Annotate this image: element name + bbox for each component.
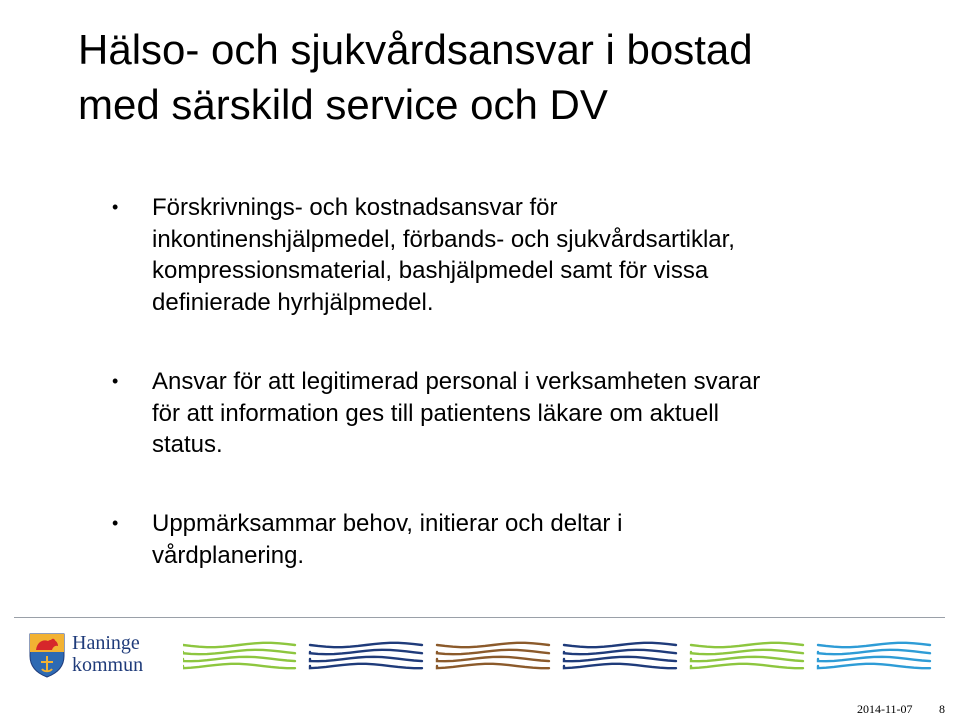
wave-stripe (183, 657, 295, 661)
wave-stripe (818, 643, 930, 647)
wave-stripe (310, 657, 422, 661)
wave-stripe (437, 643, 549, 647)
bullet-line: för att information ges till patientens läkare om aktuell (152, 399, 719, 427)
page-number: 8 (939, 702, 945, 716)
wave-stripe (183, 664, 295, 668)
bullet-marker: • (112, 371, 119, 391)
wave-stripe (437, 657, 549, 661)
wave-stripe (691, 643, 803, 647)
bullet-marker: • (112, 197, 119, 217)
bullet-line: Uppmärksammar behov, initierar och deltar i (152, 510, 623, 537)
bullet-line: Förskrivnings- och kostnadsansvar för (152, 194, 558, 221)
wave-stripe (437, 650, 549, 654)
wave-stripe (818, 650, 930, 654)
bullet-line: status. (152, 431, 223, 458)
wave-stripe (310, 650, 422, 654)
wave-stripe (818, 657, 930, 661)
logo-text (72, 632, 143, 676)
haninge-logo (28, 632, 178, 682)
bullet-line: kompressionsmaterial, bashjälpmedel samt för vissa (152, 257, 709, 284)
wave-stripe (564, 657, 676, 661)
wave-stripe (437, 664, 549, 668)
wave-stripe (691, 657, 803, 661)
wave-stripe (183, 650, 295, 654)
wave-stripe (691, 664, 803, 668)
wave-stripe (183, 643, 295, 647)
wave-stripe (564, 664, 676, 668)
bullet-text (152, 192, 735, 318)
bullet-line: vårdplanering. (152, 541, 305, 569)
slide-date: 2014-11-07 (857, 702, 913, 716)
bullet-line: Ansvar för att legitimerad personal i verksamheten svarar (152, 368, 761, 395)
decorative-waves (183, 641, 933, 673)
logo-text-line: Haninge (72, 632, 140, 654)
bullet-line: inkontinenshjälpmedel, förbands- och sjukvårdsartiklar, (152, 225, 735, 253)
slide-title-line: med särskild service och DV (78, 81, 608, 128)
wave-stripe (818, 664, 930, 668)
logo-text-line: kommun (72, 654, 144, 676)
wave-stripe (310, 664, 422, 668)
wave-stripe (691, 650, 803, 654)
haninge-crest-icon (28, 632, 66, 678)
bullet-text (152, 508, 622, 571)
bullet-line: definierade hyrhjälpmedel. (152, 288, 434, 316)
bullet-text (152, 366, 760, 461)
slide-title (78, 22, 938, 132)
bullet-marker: • (112, 513, 119, 533)
wave-stripe (564, 650, 676, 654)
wave-stripe (564, 643, 676, 647)
slide-title-line: Hälso- och sjukvårdsansvar i bostad (78, 26, 753, 73)
wave-stripe (310, 643, 422, 647)
footer-divider (14, 617, 945, 618)
